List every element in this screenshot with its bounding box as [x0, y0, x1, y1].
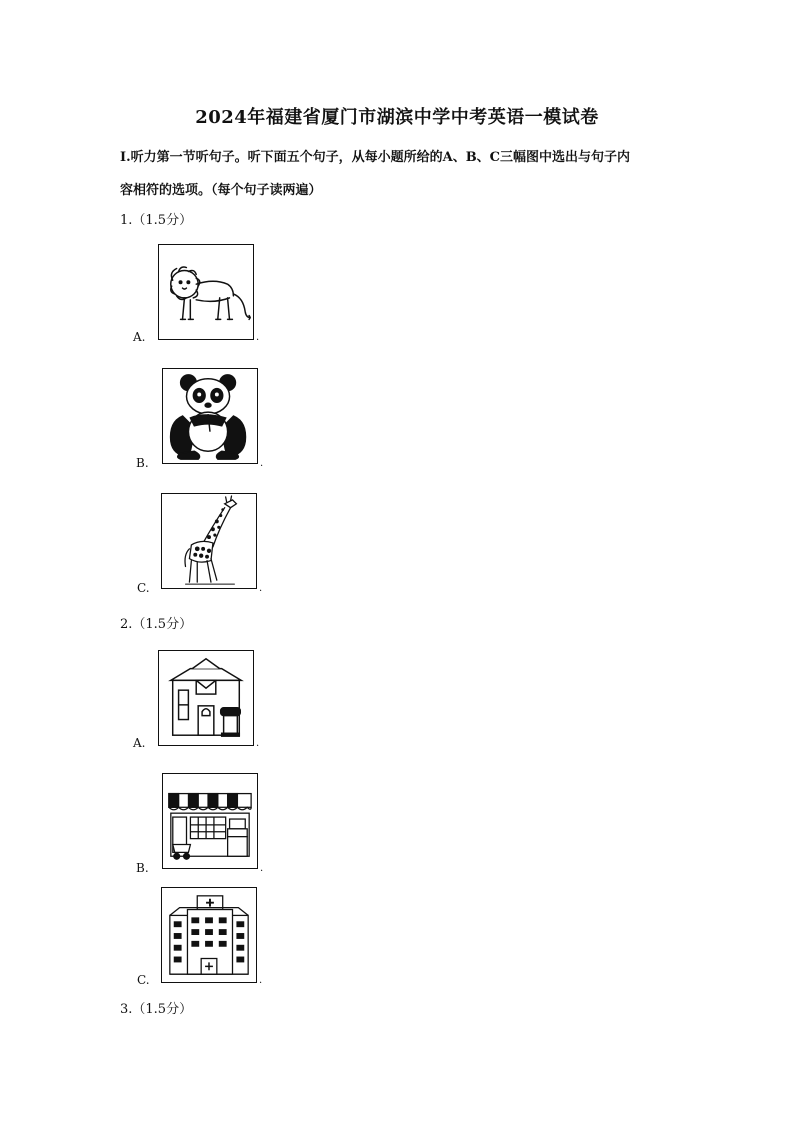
hospital-icon[interactable]	[161, 887, 257, 983]
post-office-icon[interactable]	[158, 650, 254, 746]
question-3-number: 3.（1.5分）	[120, 1002, 193, 1017]
question-1-number: 1.（1.5分）	[120, 213, 193, 228]
question-2-number: 2.（1.5分）	[120, 617, 193, 632]
option-label: A.	[133, 736, 146, 750]
dot-mark: .	[259, 975, 263, 986]
dot-mark: .	[260, 863, 264, 874]
option-label: C.	[137, 581, 150, 595]
page-title: 2024年福建省厦门市湖滨中学中考英语一模试卷	[195, 107, 599, 128]
option-label: B.	[136, 861, 149, 875]
option-label: A.	[133, 330, 146, 344]
dot-mark: .	[260, 458, 264, 469]
dot-mark: .	[259, 583, 263, 594]
lion-icon[interactable]	[158, 244, 254, 340]
dot-mark: .	[256, 332, 260, 343]
option-label: C.	[137, 973, 150, 987]
section-instruction-line1: Ⅰ.听力第一节听句子。听下面五个句子，从每小题所给的A、B、C三幅图中选出与句子内	[120, 150, 631, 165]
dot-mark: .	[256, 738, 260, 749]
panda-icon[interactable]	[162, 368, 258, 464]
giraffe-icon[interactable]	[161, 493, 257, 589]
shop-icon[interactable]	[162, 773, 258, 869]
section-instruction-line2: 容相符的选项。（每个句子读两遍）	[120, 183, 322, 198]
option-label: B.	[136, 456, 149, 470]
